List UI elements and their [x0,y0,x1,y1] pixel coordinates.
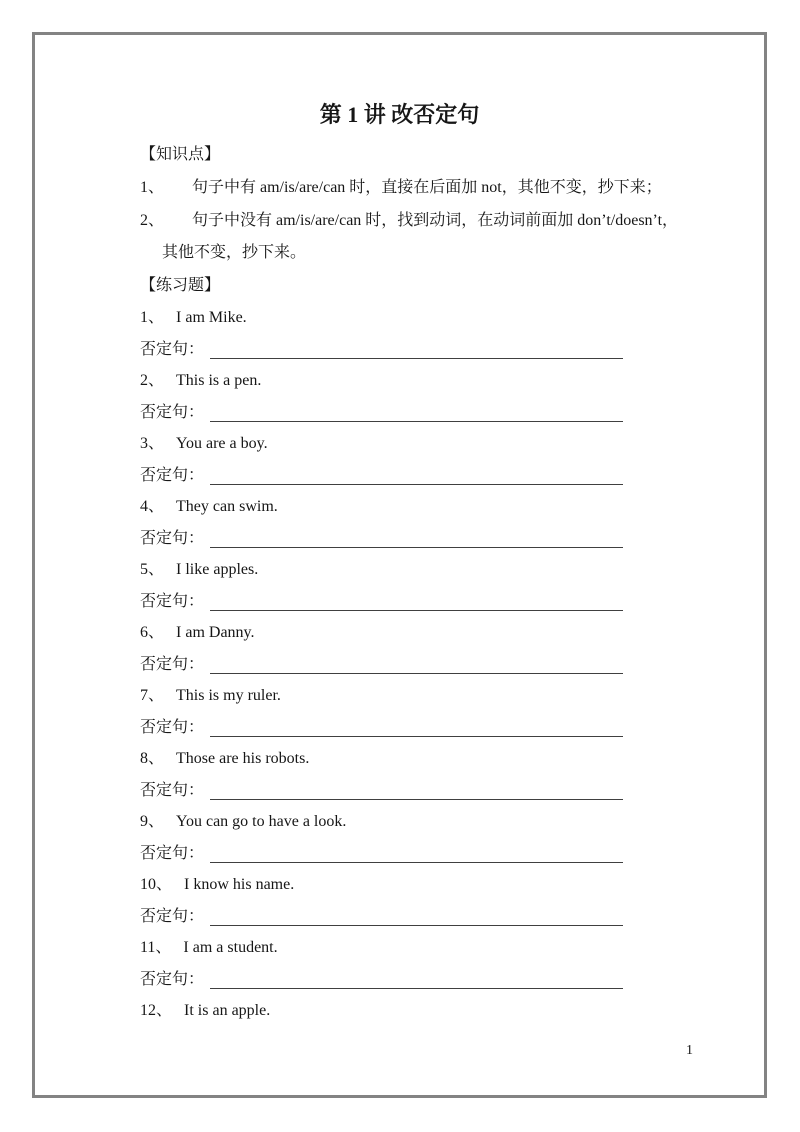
exercise-sentence: I am Mike. [176,309,247,326]
exercise-number: 5、 [140,561,165,578]
exercise-item [140,1001,764,1064]
exercise-answer-row [140,655,764,686]
exercise-item [140,497,764,560]
exercise-item [140,560,764,623]
knowledge-points-header: 【知识点】 [140,146,221,163]
exercise-answer-row [140,907,764,938]
answer-label: 否定句： [140,908,205,925]
answer-blank-line [210,529,623,548]
exercise-sentence: You are a boy. [176,435,268,452]
exercise-number: 11、 [140,939,172,956]
exercise-sentence: I know his name. [184,876,295,893]
answer-label: 否定句： [140,530,205,547]
exercise-sentence-row [140,308,764,340]
exercise-sentence: Those are his robots. [176,750,310,767]
exercise-number: 7、 [140,687,165,704]
exercise-item [140,749,764,812]
exercise-number: 1、 [140,309,165,326]
exercise-number: 12、 [140,1002,173,1019]
exercise-answer-row [140,718,764,749]
exercise-item [140,308,764,371]
exercise-sentence-row [140,1001,764,1033]
exercise-item [140,938,764,1001]
exercise-answer-row [140,529,764,560]
answer-label: 否定句： [140,782,205,799]
answer-label: 否定句： [140,404,205,421]
exercise-sentence-row [140,938,764,970]
exercise-sentence: This is a pen. [176,372,262,389]
exercise-answer-row [140,592,764,623]
answer-blank-line [210,718,623,737]
exercise-number: 2、 [140,372,165,389]
answer-blank-line [210,844,623,863]
exercise-number: 4、 [140,498,165,515]
exercise-sentence: I am a student. [183,939,278,956]
answer-blank-line [210,781,623,800]
answer-blank-line [210,655,623,674]
exercise-sentence: They can swim. [176,498,278,515]
exercise-item [140,623,764,686]
answer-label: 否定句： [140,719,205,736]
exercise-number: 8、 [140,750,165,767]
exercise-sentence-row [140,371,764,403]
answer-label: 否定句： [140,341,205,358]
document-page [32,32,767,1098]
exercise-sentence-row [140,560,764,592]
exercise-answer-row [140,970,764,1001]
exercise-sentence: It is an apple. [184,1002,271,1019]
exercise-answer-row [140,781,764,812]
exercise-sentence: This is my ruler. [176,687,281,704]
answer-blank-line [210,907,623,926]
knowledge-point-1 [140,178,662,197]
exercises-header: 【练习题】 [140,277,221,294]
knowledge-point-2 [140,211,678,230]
exercise-answer-row [140,466,764,497]
exercise-item [140,371,764,434]
exercise-list [140,308,764,1064]
page-number: 1 [686,1043,693,1058]
exercise-answer-row [140,403,764,434]
exercise-item [140,686,764,749]
knowledge-point-1-text: 句子中有 am/is/are/can 时，直接在后面加 not，其他不变，抄下来； [192,179,662,196]
exercise-sentence-row [140,812,764,844]
knowledge-point-2-number: 2、 [140,212,165,229]
exercise-sentence: I like apples. [176,561,259,578]
exercise-sentence-row [140,623,764,655]
exercise-number: 9、 [140,813,165,830]
answer-blank-line [210,403,623,422]
answer-label: 否定句： [140,593,205,610]
exercise-item [140,875,764,938]
answer-blank-line [210,466,623,485]
exercise-answer-row [140,340,764,371]
exercise-sentence-row [140,497,764,529]
answer-label: 否定句： [140,656,205,673]
exercise-sentence-row [140,434,764,466]
knowledge-point-2-continuation: 其他不变，抄下来。 [162,244,307,261]
exercise-sentence-row [140,686,764,718]
page-title: 第 1 讲 改否定句 [319,102,480,127]
answer-label: 否定句： [140,971,205,988]
exercise-number: 10、 [140,876,173,893]
exercise-item [140,812,764,875]
answer-blank-line [210,970,623,989]
exercise-sentence-row [140,875,764,907]
exercise-sentence-row [140,749,764,781]
knowledge-point-2-text: 句子中没有 am/is/are/can 时，找到动词，在动词前面加 don’t/doesn’t， [192,212,679,229]
exercise-number: 3、 [140,435,165,452]
exercise-sentence: You can go to have a look. [176,813,347,830]
answer-label: 否定句： [140,467,205,484]
answer-blank-line [210,340,623,359]
answer-label: 否定句： [140,845,205,862]
exercise-answer-row [140,844,764,875]
exercise-number: 6、 [140,624,165,641]
exercise-sentence: I am Danny. [176,624,255,641]
knowledge-point-1-number: 1、 [140,179,165,196]
answer-blank-line [210,592,623,611]
exercise-item [140,434,764,497]
